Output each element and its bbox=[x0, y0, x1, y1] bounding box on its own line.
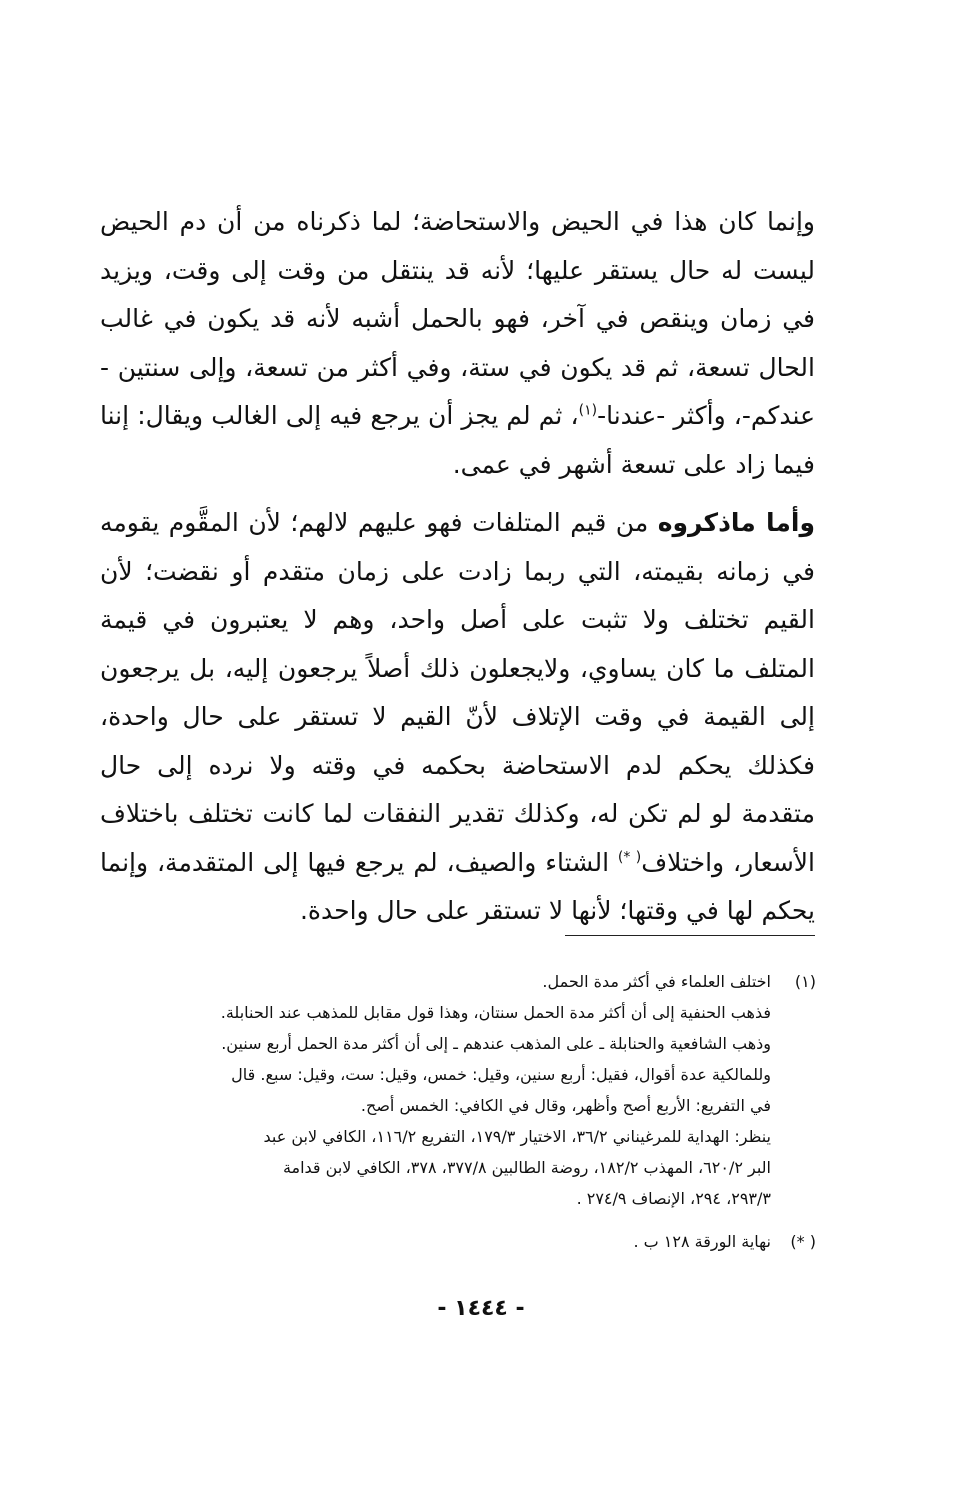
footnote-line: البر ٦٢٠/٢، المهذب ١٨٢/٢، روضة الطالبين ٣٧٧/٨، ٣٧٨، الكافي لابن قدامة bbox=[282, 1158, 771, 1177]
text-line: الأسعار، واختلاف bbox=[641, 847, 815, 877]
footnote-line: فذهب الحنفية إلى أن أكثر مدة الحمل سنتان، وهذا قول مقابل للمذهب عند الحنابلة. bbox=[220, 1003, 771, 1022]
footnote-line: نهاية الورقة ١٢٨ ب . bbox=[633, 1232, 771, 1251]
text-line: عندكم-، وأكثر -عندنا- bbox=[597, 401, 815, 430]
footnotes bbox=[108, 966, 816, 1257]
text-line: وإنما يحكم لها في وقتها؛ لأنها لا تستقر على حال واحدة. bbox=[100, 847, 815, 925]
footnote-line: وللمالكية عدة أقوال، فقيل: أربع سنين، وقيل: خمس، وقيل: ست، وقيل: سبع. قال bbox=[231, 1065, 771, 1084]
text-line: الحال تسعة، ثم قد يكون في ستة، وفي أكثر من تسعة، وإلى سنتين - bbox=[100, 352, 815, 382]
footnote-line: ينظر: الهداية للمرغيناني ٣٦/٢، الاختيار ١٧٩/٣، التفريع ١١٦/٢، الكافي لابن عبد bbox=[263, 1127, 771, 1146]
text-line: متقدمة لو لم تكن له، وكذلك تقدير النفقات لما كانت تختلف باختلاف bbox=[100, 799, 815, 828]
text-line: في زمانه بقيمته، التي ربما زادت على زمان متقدم أو نقضت؛ لأن bbox=[100, 556, 815, 586]
folio-marker: ( *) bbox=[617, 849, 642, 866]
footnote-ref-1: (١) bbox=[578, 402, 598, 419]
footnote-2 bbox=[108, 1226, 816, 1257]
text-line: القيم تختلف ولا تثبت على أصل واحد، وهم لا يعتبرون في قيمة bbox=[100, 605, 815, 634]
text-line: المتلف ما كان يساوي، ولايجعلون ذلك أصلاً يرجعون إليه، بل يرجعون bbox=[100, 653, 815, 683]
text-line: إننا فيما زاد على تسعة أشهر في عمى. bbox=[100, 401, 815, 479]
footnote-separator bbox=[565, 935, 815, 936]
page-number: - ١٤٤٤ - bbox=[437, 1296, 525, 1321]
footnote-1 bbox=[108, 966, 816, 1214]
footnote-line: ٢٩٣/٣، ٢٩٤، الإنصاف ٢٧٤/٩ . bbox=[576, 1189, 771, 1208]
text-line: فكذلك يحكم لدم الاستحاضة بحكمه في وقته ولا نرده إلى حال bbox=[100, 750, 815, 780]
footnote-line: في التفريع: الأربع أصح وأظهر، وقال في الكافي: الخمس أصح. bbox=[360, 1096, 771, 1115]
text-line: ، ثم لم يجز أن يرجع فيه إلى الغالب ويقال: bbox=[137, 401, 579, 430]
footnote-body bbox=[108, 1226, 771, 1257]
footnote-body bbox=[108, 966, 771, 1214]
text-line: وإنما كان هذا في الحيض والاستحاضة؛ لما ذكرناه من أن دم الحيض bbox=[100, 207, 815, 236]
text-line: في زمان وينقص في آخر، فهو بالحمل أشبه لأنه قد يكون في غالب bbox=[100, 304, 815, 333]
paragraph-lead: وأما ماذكروه bbox=[657, 508, 815, 537]
footnote-marker: (١) bbox=[794, 972, 816, 991]
text-line: من قيم المتلفات فهو عليهم لالهم؛ لأن المقَّوم يقومه bbox=[100, 508, 658, 537]
paragraph-2 bbox=[100, 499, 815, 936]
paragraph-1 bbox=[100, 198, 815, 489]
footnote-line: وذهب الشافعية والحنابلة ـ على المذهب عندهم ـ إلى أن أكثر مدة الحمل أربع سنين. bbox=[221, 1034, 771, 1053]
text-line: ليست له حال يستقر عليها؛ لأنه قد ينتقل من وقت إلى وقت، ويزيد bbox=[100, 255, 815, 285]
footnote-marker: ( *) bbox=[790, 1232, 816, 1251]
main-text bbox=[100, 198, 815, 936]
text-line: إلى القيمة في وقت الإتلاف لأنّ القيم لا تستقر على حال واحدة، bbox=[100, 702, 815, 731]
text-line: الشتاء والصيف، لم يرجع فيها إلى المتقدمة، bbox=[156, 847, 618, 877]
footnote-line: اختلف العلماء في أكثر مدة الحمل. bbox=[542, 972, 771, 991]
